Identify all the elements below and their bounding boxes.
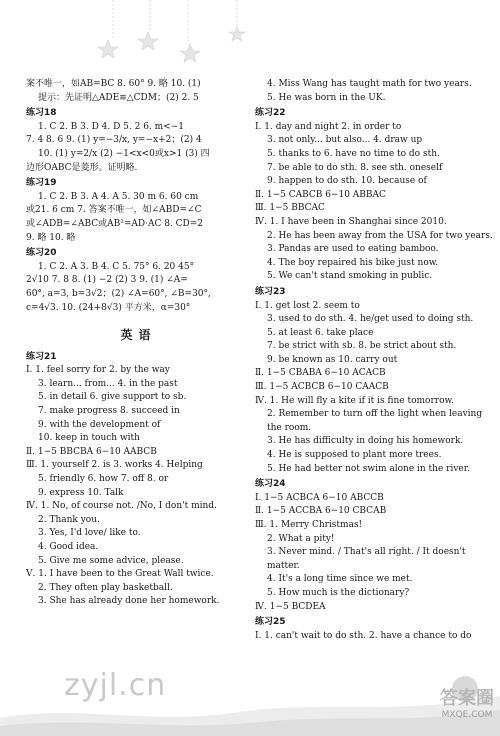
watermark-right-small: MXQE.COM <box>441 710 493 720</box>
math-line: 提示：先证明△ADE≌△CDM；(2) 2. 5 <box>38 92 199 103</box>
english-line: 2. What a pity! <box>267 533 335 544</box>
english-line: 5. thanks to 6. have no time to do sth. <box>267 148 440 159</box>
english-line: 4. He is supposed to plant more trees. <box>267 450 442 461</box>
english-line: 5. He was born in the UK. <box>267 92 386 103</box>
english-line: 3. Never mind. / That's all right. / It doesn't <box>267 547 466 558</box>
english-line: Ⅱ. 1−5 BBCBA 6−10 AABCB <box>26 446 157 457</box>
english-line: Ⅰ. 1. feel sorry for 2. by the way <box>26 365 170 376</box>
watermark-right-big: 答案圈 <box>440 688 494 709</box>
english-line: 5. How much is the dictionary? <box>267 587 410 598</box>
math-line: 或21. 6 cm 7. 答案不唯一，如∠ABD=∠C <box>26 205 202 216</box>
english-line: Ⅴ. 1. I have been to the Great Wall twice. <box>26 569 214 580</box>
math-line: 60°, a=3, b=3√2；(2) ∠A=60°, ∠B=30°, <box>26 288 211 299</box>
english-line: Ⅳ. 1. No, of course not. /No, I don't mind. <box>26 501 217 512</box>
english-line: 5. at least 6. take place <box>267 327 374 338</box>
english-line: 7. be able to do sth. 8. see sth. oneself <box>267 162 443 173</box>
english-line: 3. Yes, I'd love/ like to. <box>38 528 141 539</box>
math-line: 2√10 7. 8 8. (1) −2 (2) 3 9. (1) ∠A= <box>26 275 188 286</box>
english-line: 5. friendly 6. how 7. off 8. or <box>38 474 169 485</box>
english-line: 9. express 10. Talk <box>38 487 124 498</box>
english-line: 2. Remember to turn off the light when leaving <box>267 409 483 420</box>
english-line: 3. used to do sth. 4. he/get used to doing sth. <box>267 314 474 325</box>
math-line: 案不唯一，如AB=BC 8. 60° 9. 略 10. (1) <box>26 79 201 89</box>
english-line: 3. He has difficulty in doing his homework. <box>267 436 464 447</box>
english-heading: 英语 <box>120 328 157 343</box>
english-line: Ⅲ. 1. yourself 2. is 3. works 4. Helping <box>26 460 203 471</box>
math-line: c=4√3. 10. (24+8√3) 平方米，α=30° <box>26 302 191 313</box>
english-line: 9. with the development of <box>38 419 161 430</box>
english-line: 2. Thank you. <box>38 514 100 525</box>
english-line: 3. learn... from... 4. in the past <box>38 378 178 389</box>
english-line: 5. He had better not swim alone in the river. <box>267 463 470 474</box>
math-line: 10. (1) y=2/x (2) −1<x<0或x>1 (3) 四 <box>38 148 210 159</box>
english-line: 5. Give me some advice, please. <box>38 555 184 566</box>
english-line: 2. He has been away from the USA for two years. <box>267 230 493 241</box>
english-line: Ⅱ. 1−5 CBABA 6−10 ACACB <box>255 368 386 379</box>
math-line: 9. 略 10. 略 <box>26 232 76 243</box>
section-title: 练习18 <box>26 108 57 119</box>
math-line: 1. C 2. A 3. B 4. C 5. 75° 6. 20 45° <box>38 261 195 272</box>
english-line: the room. <box>267 422 312 433</box>
math-line: 边形OABC是菱形。证明略. <box>26 162 138 173</box>
english-line: Ⅱ. 1−5 ACCBA 6−10 CBCAB <box>255 506 387 517</box>
english-line: Ⅳ. 1. I have been in Shanghai since 2010. <box>255 216 447 227</box>
english-line: Ⅰ. 1. get lost 2. seem to <box>255 300 360 311</box>
english-line: 3. She has already done her homework. <box>38 596 220 607</box>
math-line: 或∠ADB=∠ABC或AB²=AD·AC 8. CD=2 <box>26 218 204 229</box>
watermark-right <box>440 684 494 720</box>
header-decoration <box>0 0 500 70</box>
english-line: Ⅰ. 1−5 ACBCA 6−10 ABCCB <box>255 492 384 503</box>
math-line: 7. 4 8. 6 9. (1) y=−3/x, y=−x+2；(2) 4 <box>26 135 202 146</box>
english-line: 5. in detail 6. give support to sb. <box>38 392 187 403</box>
english-line: Ⅲ. 1. Merry Christmas! <box>255 520 363 530</box>
english-line: 3. Pandas are used to eating bamboo. <box>267 244 439 255</box>
english-line: 2. They often play basketball. <box>38 582 173 593</box>
english-line: 9. happen to do sth. 10. because of <box>267 176 427 187</box>
english-line: matter. <box>267 560 300 571</box>
section-title: 练习25 <box>255 617 286 628</box>
section-title: 练习21 <box>26 351 57 362</box>
english-line: 4. It's a long time since we met. <box>267 574 413 585</box>
english-line: 7. be strict with sb. 8. be strict about sth. <box>267 341 457 352</box>
english-line: Ⅳ. 1. He will fly a kite if it is fine tomorrow. <box>255 395 454 406</box>
math-answers-column <box>26 78 251 609</box>
english-line: 3. not only... but also... 4. draw up <box>267 135 423 146</box>
star-icon <box>180 44 200 62</box>
section-title: 练习22 <box>255 108 286 119</box>
english-line: Ⅳ. 1−5 BCDEA <box>255 601 326 612</box>
english-line: 4. Miss Wang has taught math for two years. <box>267 79 472 89</box>
watermark-left: zyjl.cn <box>64 668 167 703</box>
english-line: 10. keep in touch with <box>38 433 140 444</box>
english-answers-column <box>255 78 493 643</box>
section-title: 练习23 <box>255 286 286 297</box>
english-line: Ⅱ. 1−5 CABCB 6−10 ABBAC <box>255 189 386 200</box>
english-line: Ⅰ. 1. can't wait to do sth. 2. have a chance to do <box>255 630 472 641</box>
section-title: 练习19 <box>26 178 57 189</box>
english-line: 9. be known as 10. carry out <box>267 354 398 365</box>
english-line: Ⅲ. 1−5 ACBCB 6−10 CAACB <box>255 382 389 393</box>
section-title: 练习20 <box>26 248 57 259</box>
star-icon <box>138 32 158 50</box>
english-line: 4. Good idea. <box>38 542 99 552</box>
english-line: Ⅰ. 1. day and night 2. in order to <box>255 121 402 132</box>
english-line: Ⅲ. 1−5 BBCAC <box>255 203 325 214</box>
math-line: 1. C 2. B 3. D 4. D 5. 2 6. m<−1 <box>38 121 184 132</box>
english-line: 4. The boy repaired his bike just now. <box>267 257 439 268</box>
math-line: 1. C 2. B 3. A 4. A 5. 30 m 6. 60 cm <box>38 191 199 202</box>
section-title: 练习24 <box>255 479 286 490</box>
english-line: 7. make progress 8. succeed in <box>38 406 180 417</box>
english-line: 5. We can't stand smoking in public. <box>267 271 433 282</box>
star-icon <box>98 40 118 58</box>
star-icon <box>229 27 245 41</box>
